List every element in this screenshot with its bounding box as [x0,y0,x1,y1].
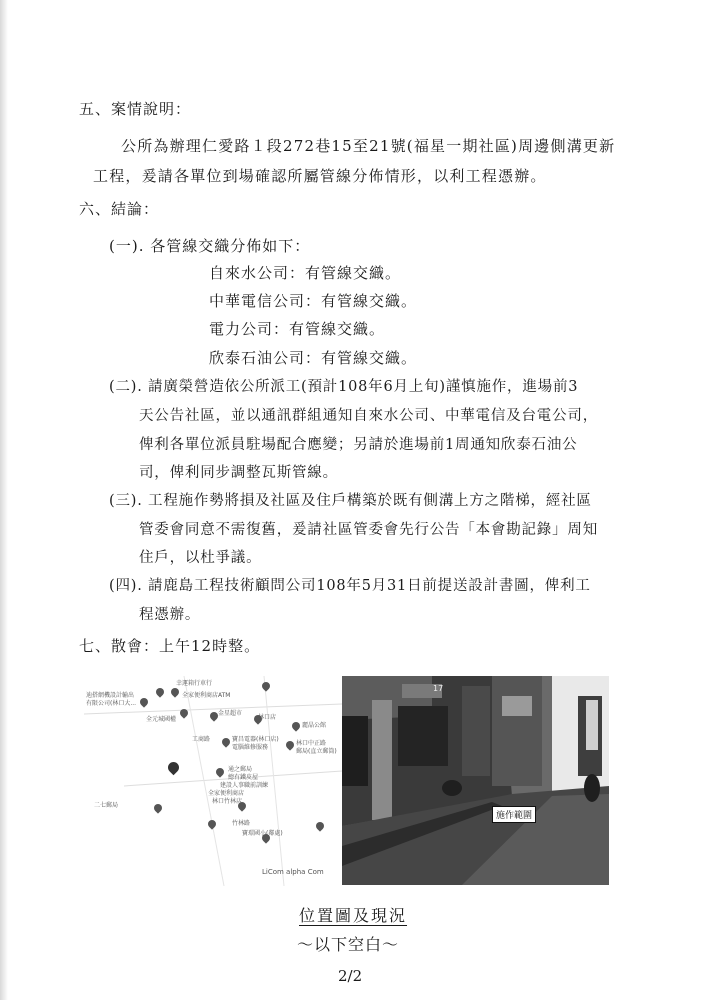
item4-line1: (四). 請鹿島工程技術顧問公司108年5月31日前提送設計書圖，俾利工 [109,578,591,594]
street-scene [342,676,609,885]
map-label: 麗晶公館 [302,722,327,729]
map-label: 林口竹林店 [212,798,243,805]
section5-heading: 五、案情說明： [79,100,192,118]
item2-line1: (二). 請廣榮營造依公所派工(預計108年6月上旬)謹慎施作，進場前3 [109,379,579,395]
section7-heading: 七、散會：上午12時整。 [79,637,261,655]
section5-para-line1: 公所為辦理仁愛路１段272巷15至21號(福星一期社區)周邊側溝更新 [121,137,616,155]
building-number: 17 [433,684,444,693]
page-number: 2/2 [338,967,363,985]
item3-line1: (三). 工程施作勢將損及社區及住戶構築於既有側溝上方之階梯，經社區 [109,493,592,509]
map-label: 有限公司(林口大... [86,700,137,707]
item2-line2: 天公告社區，並以通訊群組通知自來水公司、中華電信及台電公司， [139,408,598,424]
map-label: 金星超市 [218,710,243,717]
scan-edge-shadow [0,0,8,1000]
map-label: 林口店 [258,714,277,721]
item1-label: (一). 各管線交織分佈如下： [109,237,311,255]
map-label: 全家便利商店ATM [182,692,231,699]
map-label: 總有鐵皮屋 [228,774,259,781]
location-map [84,676,342,886]
pipe-telecom: 中華電信公司：有管線交織。 [209,292,418,310]
item3-line3: 住戶，以杜爭議。 [139,550,262,566]
map-label: 迪搭網機設計輸出 [86,692,135,699]
map-label: 林口中正路 [296,740,327,747]
map-label: 電腦維修服務 [232,744,269,751]
map-label: LiCom alpha Com [262,868,324,876]
item2-line3: 俾利各單位派員駐場配合應變；另請於進場前1周通知欣泰石油公 [139,437,578,453]
item4-line2: 程憑辦。 [139,607,201,623]
map-label: 寶璟國小(鄰處) [242,830,283,837]
pipe-water: 自來水公司：有管線交織。 [209,264,402,282]
figure-caption: 位置圖及現況 [299,906,408,925]
blank-note: ～以下空白～ [297,935,400,954]
map-label: 建設人事職前訓練 [220,782,269,789]
section6-heading: 六、結論： [79,200,160,218]
map-label: 全元城國權 [146,716,177,723]
pipe-gas: 欣泰石油公司：有管線交織。 [209,349,418,367]
item3-line2: 管委會同意不需復舊，爰請社區管委會先行公告「本會勘記錄」周知 [139,522,598,538]
map-label: 幸運箱行車行 [176,680,213,687]
map-label: 竹林路 [232,820,251,827]
map-label: 通之郵局 [228,766,253,773]
item2-line4: 司，俾利同步調整瓦斯管線。 [139,465,338,481]
section5-para-line2: 工程，爰請各單位到場確認所屬管線分佈情形，以利工程憑辦。 [93,167,547,185]
construction-range-label: 施作範圍 [492,806,536,823]
map-label: 郵局(直立郵筒) [296,748,337,755]
map-label: 寶昌電器(林口店) [232,736,279,743]
site-photo [342,676,609,885]
pipe-power: 電力公司：有管線交織。 [209,320,386,338]
map-road-lines [84,676,342,886]
map-label: 全家便利商店 [208,790,245,797]
map-label: 工商路 [192,736,211,743]
map-label: 二七郵局 [94,802,119,809]
